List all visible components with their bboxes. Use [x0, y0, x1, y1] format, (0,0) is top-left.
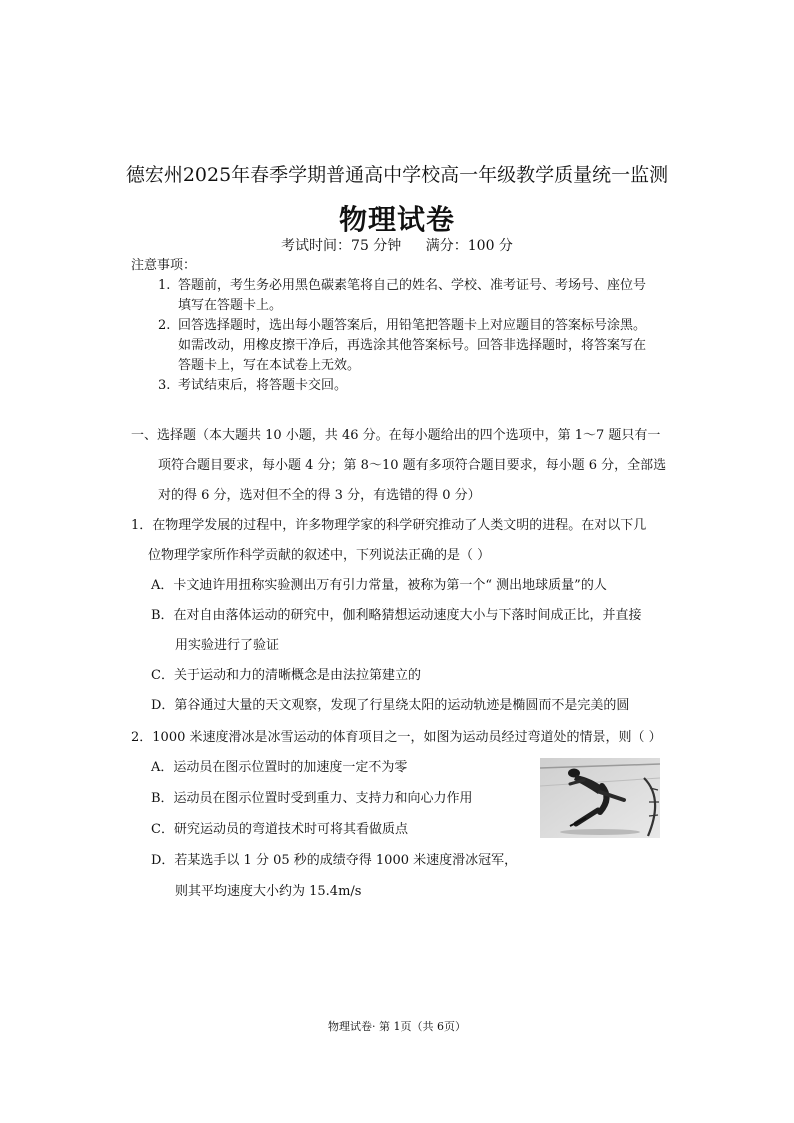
- q2-option-c: C．研究运动员的弯道技术时可将其看做质点: [151, 822, 408, 837]
- q2-stem: 2．1000 米速度滑冰是冰雪运动的体育项目之一，如图为运动员经过弯道处的情景，则（ ）: [131, 730, 662, 745]
- time-label: 考试时间：75 分钟: [281, 238, 402, 254]
- exam-time-info: [0, 235, 794, 255]
- note-2-line-1: 回答选择题时，选出每小题答案后，用铅笔把答题卡上对应题目的答案标号涂黑。: [178, 318, 647, 333]
- note-2-num: 2.: [158, 318, 171, 333]
- page-footer: 物理试卷· 第 1页（共 6页）: [328, 1020, 466, 1033]
- note-1-line-1: 答题前，考生务必用黑色碳素笔将自己的姓名、学校、准考证号、考场号、座位号: [178, 278, 647, 293]
- q1-option-b: B．在对自由落体运动的研究中，伽利略猜想运动速度大小与下落时间成正比，并直接: [151, 608, 642, 623]
- note-1-num: 1.: [158, 278, 171, 293]
- section1-line-2: 项符合题目要求，每小题 4 分；第 8～10 题有多项符合题目要求，每小题 6 分，全部选: [158, 458, 667, 473]
- q1-stem-line-2: 位物理学家所作科学贡献的叙述中，下列说法正确的是（ ）: [148, 548, 491, 563]
- section1-line-3: 对的得 6 分，选对但不全的得 3 分，有选错的得 0 分）: [158, 488, 481, 503]
- q2-option-d: D．若某选手以 1 分 05 秒的成绩夺得 1000 米速度滑冰冠军，: [151, 853, 518, 868]
- q1-option-a: A．卡文迪许用扭称实验测出万有引力常量，被称为第一个“ 测出地球质量”的人: [151, 578, 607, 593]
- q2-option-b: B．运动员在图示位置时受到重力、支持力和向心力作用: [151, 791, 473, 806]
- note-3-num: 3.: [158, 378, 171, 393]
- score-label: 满分：100 分: [425, 238, 513, 254]
- note-3-line-1: 考试结束后，将答题卡交回。: [178, 378, 348, 393]
- q2-option-d-cont: 则其平均速度大小约为 15.4m/s: [175, 884, 362, 899]
- q1-option-b-cont: 用实验进行了验证: [175, 638, 280, 653]
- q1-option-d: D．第谷通过大量的天文观察，发现了行星绕太阳的运动轨迹是椭圆而不是完美的圆: [151, 698, 630, 713]
- q2-option-a: A．运动员在图示位置时的加速度一定不为零: [151, 760, 408, 775]
- subject-title: 物理试卷: [338, 203, 455, 236]
- q1-stem-line-1: 1．在物理学发展的过程中，许多物理学家的科学研究推动了人类文明的进程。在对以下几: [131, 518, 647, 533]
- section1-line-1: 一、选择题（本大题共 10 小题，共 46 分。在每小题给出的四个选项中，第 1～7 题只有一: [131, 428, 661, 443]
- note-1-line-2: 填写在答题卡上。: [178, 298, 283, 313]
- note-2-line-2: 如需改动，用橡皮擦干净后，再选涂其他答案标号。回答非选择题时，将答案写在: [178, 338, 647, 353]
- speed-skater-photo: [540, 758, 660, 838]
- notes-heading: 注意事项：: [131, 258, 197, 273]
- exam-title: 德宏州2025年春季学期普通高中学校高一年级教学质量统一监测: [125, 164, 669, 186]
- note-2-line-3: 答题卡上，写在本试卷上无效。: [178, 358, 361, 373]
- q1-option-c: C．关于运动和力的清晰概念是由法拉第建立的: [151, 668, 421, 683]
